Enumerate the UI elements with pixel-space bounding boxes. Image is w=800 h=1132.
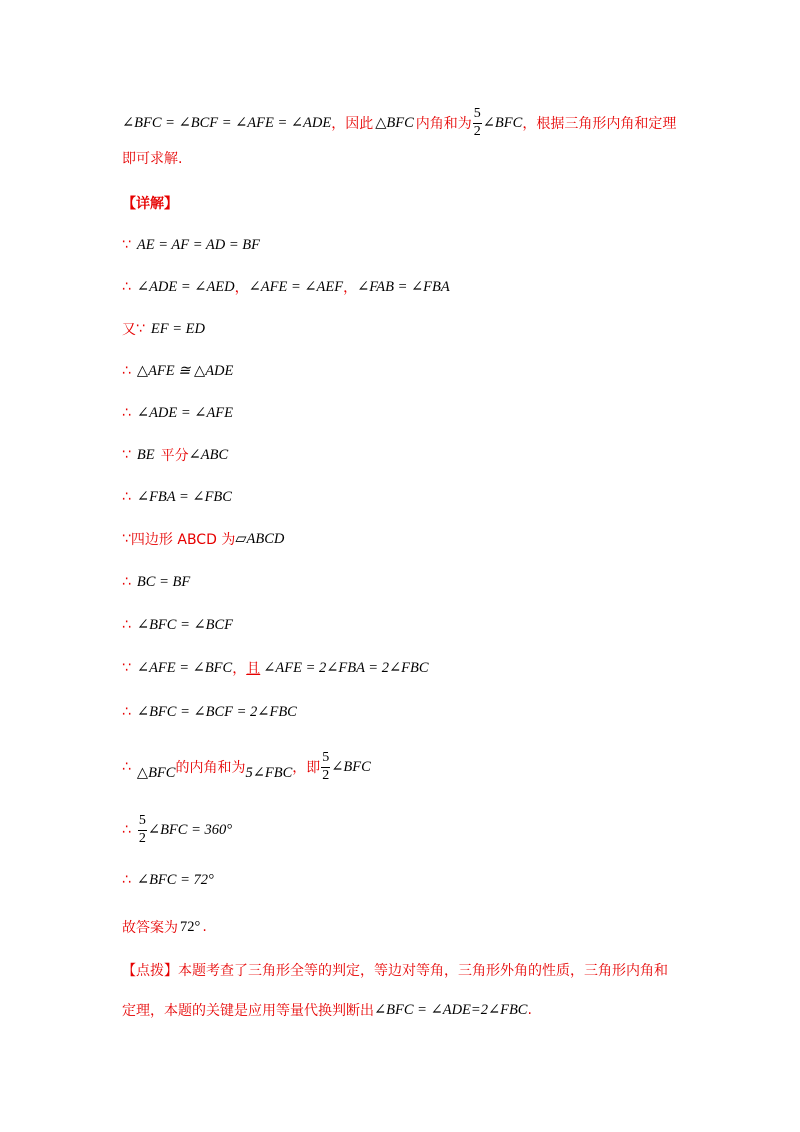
step-row [122,609,233,641]
step-math: ∠BFC = ∠BCF = 2∠FBC [136,703,297,720]
intro-frac-den: 2 [473,123,481,139]
step-fraction [321,751,330,783]
step-math: ▱ABCD [235,530,285,547]
step-row [122,523,284,555]
therefore-symbol: ∴ [122,759,131,775]
step-row [122,439,228,471]
step-comma: ， [343,280,358,296]
therefore-symbol: ∴ [122,489,131,505]
step-comma: ， [232,661,247,677]
intro-line-1 [122,101,676,145]
step-row [122,652,429,684]
because-symbol: ∵ [122,447,131,463]
intro-text-1: 因此 [345,116,374,132]
therefore-symbol: ∴ [122,822,131,838]
step-row [122,481,232,513]
detail-heading [122,187,178,219]
step-text: 四边形 ABCD 为 [130,532,236,548]
frac-num: 5 [138,812,146,828]
step-text-2: 即 [306,760,321,776]
intro-text-2: 内角和为 [415,116,472,132]
answer-line [122,911,207,943]
frac-den: 2 [138,830,146,846]
frac-den: 2 [322,767,330,783]
intro-fraction [473,107,482,139]
therefore-symbol: ∴ [122,617,131,633]
intro-frac-num: 5 [473,105,481,121]
answer-value: 72° [180,918,201,935]
because-symbol: ∵ [122,531,131,547]
intro-math-3: ∠BFC [482,114,523,131]
step-math: ∠BFC = ∠BCF [136,616,234,633]
step-row [122,566,190,598]
step-text: 平分 [160,448,189,464]
step-row [122,806,232,854]
therefore-symbol: ∴ [122,704,131,720]
detail-heading-text: 【详解】 [122,196,178,212]
step-math-2: ∠AFE = ∠AEF [248,278,344,295]
step-math: BE [136,446,155,463]
step-row [122,229,260,261]
intro-line-2-text: 即可求解. [122,151,183,167]
step-math: ∠FBA = ∠FBC [136,488,232,505]
comment-line-1 [122,954,668,986]
because-symbol: ∵ [122,237,131,253]
step-comma: ， [234,280,249,296]
step-text: 的内角和为 [175,760,246,776]
step-math: ∠ADE = ∠AFE [136,404,234,421]
therefore-symbol: ∴ [122,405,131,421]
step-math-2: 5∠FBC [245,764,293,781]
step-math: ∠BFC = 360° [147,821,233,838]
step-row [122,313,205,345]
step-row [122,696,297,728]
answer-text: 故答案为 [122,920,178,936]
therefore-symbol: ∴ [122,279,131,295]
step-prefix: 又 [122,322,136,338]
therefore-symbol: ∴ [122,363,131,379]
step-math-3: ∠FAB = ∠FBA [357,278,450,295]
step-math: ∠AFE = ∠BFC [136,659,233,676]
comment-end: . [527,1002,532,1018]
intro-math-2: △BFC [375,114,414,131]
step-row [122,397,233,429]
therefore-symbol: ∴ [122,872,131,888]
step-fraction [138,814,147,846]
intro-text-3: ，根据三角形内角和定理 [522,116,677,132]
answer-end: . [202,919,207,935]
comment-line-2 [122,994,532,1026]
because-symbol: ∵ [136,321,145,337]
intro-math-1: ∠BFC = ∠BCF = ∠AFE = ∠ADE [122,114,332,131]
because-symbol: ∵ [122,660,131,676]
comment-text-1: 【点拨】本题考查了三角形全等的判定，等边对等角，三角形外角的性质，三角形内角和 [122,963,668,979]
step-math: △AFE ≅ △ADE [136,362,234,379]
step-math: BC = BF [136,573,191,590]
step-row [122,864,214,896]
step-math: AE = AF = AD = BF [136,236,260,253]
comment-text-2: 定理，本题的关键是应用等量代换判断出 [122,1003,374,1019]
step-math: ∠BFC = 72° [136,871,214,888]
step-row [122,355,233,387]
intro-line-2 [122,142,182,174]
intro-comma: ， [331,116,346,132]
step-math-2: ∠ABC [188,446,229,463]
step-math-2: ∠AFE = 2∠FBA = 2∠FBC [263,659,429,676]
step-math-3: ∠BFC [331,758,371,775]
step-math: △BFC [136,764,176,781]
comment-math: ∠BFC = ∠ADE=2∠FBC [374,1001,528,1018]
step-comma: ， [292,760,307,776]
therefore-symbol: ∴ [122,574,131,590]
step-math: ∠ADE = ∠AED [136,278,235,295]
step-math: EF = ED [150,320,205,337]
frac-num: 5 [322,749,330,765]
step-text: 且 [246,661,261,677]
step-row [122,743,371,791]
step-row [122,271,450,303]
